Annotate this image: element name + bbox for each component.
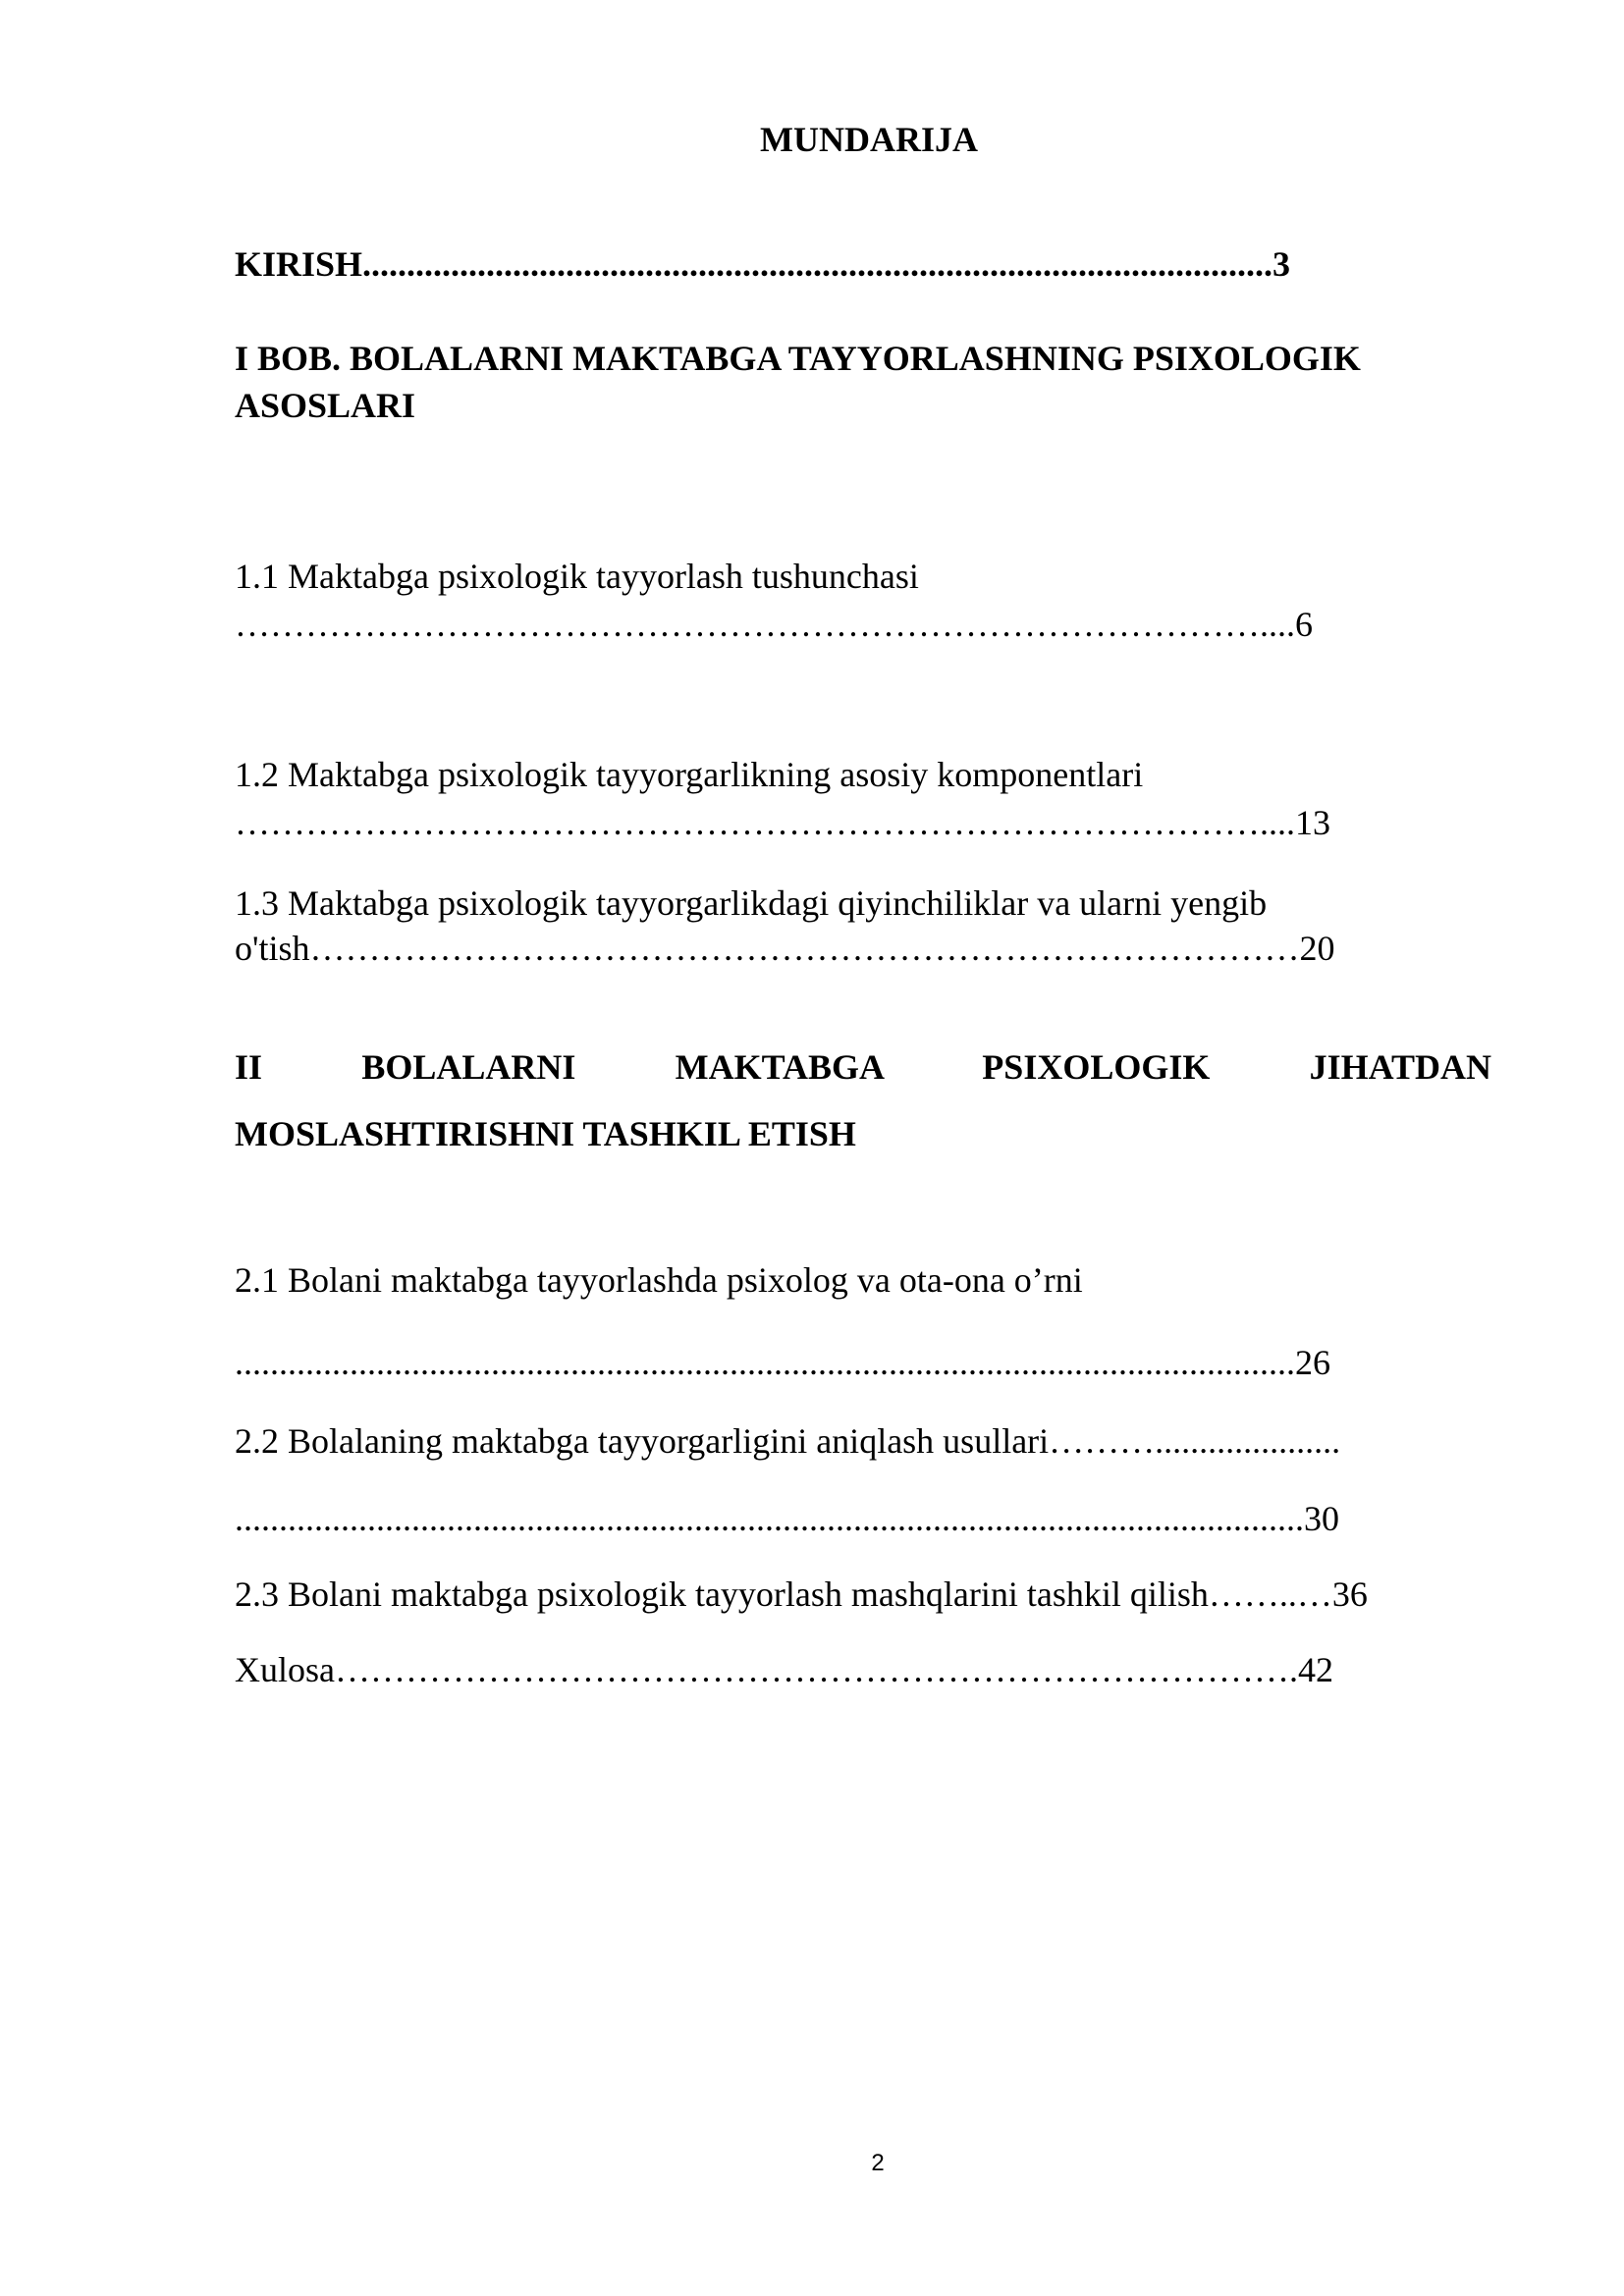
- toc-entry-2-2-title: 2.2 Bolalaning maktabga tayyorgarligini aniqlash usullari……….....................: [235, 1421, 1341, 1461]
- toc-entry-2-2-leader: .........................................................................................................................30: [235, 1499, 1339, 1538]
- toc-entry-kirish: KIRISH.......................................................................................................3: [235, 244, 1291, 284]
- toc-chapter2-heading-line2: MOSLASHTIRISHNI TASHKIL ETISH: [235, 1114, 856, 1153]
- page-number: 2: [871, 2150, 885, 2176]
- toc-entry-2-1-leader: ........................................................................................................................26: [235, 1343, 1330, 1382]
- toc-chapter1-heading-line1: I BOB. BOLALARNI MAKTABGA TAYYORLASHNING PSIXOLOGIK: [235, 339, 1361, 378]
- toc-entry-1-3-line2: o'tish…………………………………………………………………………20: [235, 929, 1335, 968]
- toc-entry-1-2-leader: ……………………………………………………………………………....13: [235, 803, 1330, 842]
- toc-entry-1-2-title: 1.2 Maktabga psixologik tayyorgarlikning asosiy komponentlari: [235, 755, 1144, 794]
- toc-entry-2-3: 2.3 Bolani maktabga psixologik tayyorlash mashqlarini tashkil qilish……..…36: [235, 1575, 1368, 1614]
- toc-chapter1-heading-line2: ASOSLARI: [235, 386, 416, 425]
- toc-entry-1-1-leader: ……………………………………………………………………………....6: [235, 605, 1313, 644]
- toc-entry-1-3-line1: 1.3 Maktabga psixologik tayyorgarlikdagi qiyinchiliklar va ularni yengib: [235, 883, 1268, 923]
- toc-chapter2-heading-line1: II BOLALARNI MAKTABGA PSIXOLOGIK JIHATDAN: [235, 1047, 1491, 1087]
- toc-entry-xulosa: Xulosa……………………………………………………………………….42: [235, 1650, 1333, 1689]
- page-title: MUNDARIJA: [760, 120, 978, 159]
- toc-entry-2-1-title: 2.1 Bolani maktabga tayyorlashda psixolog va ota-ona o’rni: [235, 1260, 1083, 1300]
- toc-entry-1-1-title: 1.1 Maktabga psixologik tayyorlash tushunchasi: [235, 557, 919, 596]
